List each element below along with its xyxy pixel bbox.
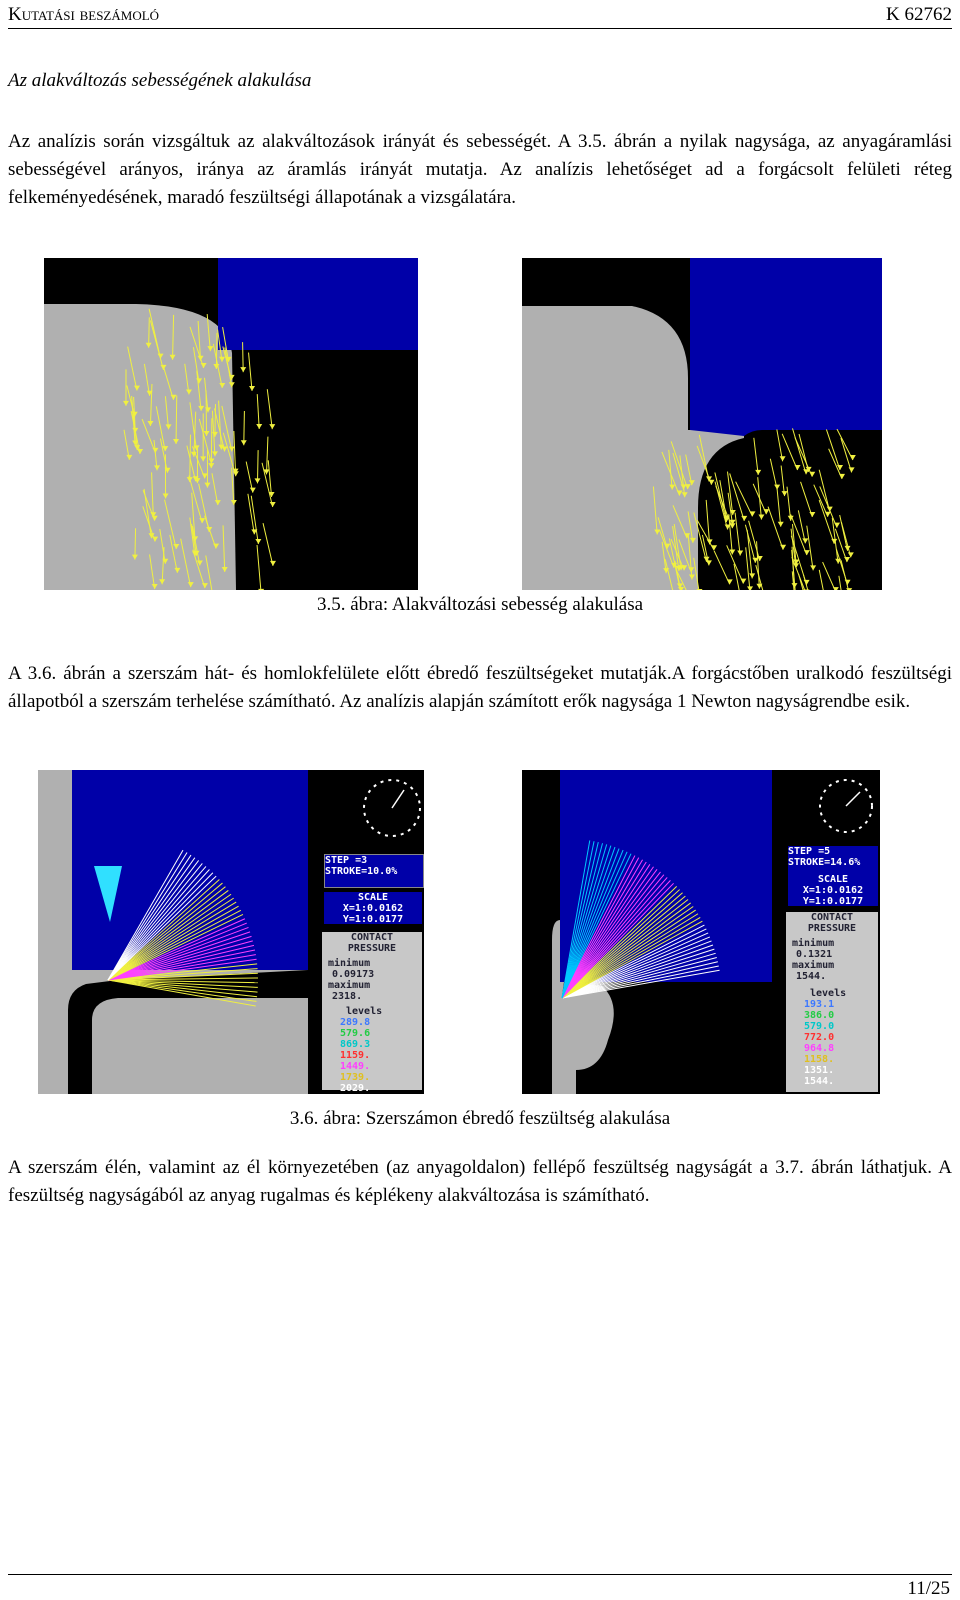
level-value: 2318.: [340, 1094, 371, 1105]
level-value: 193.1: [804, 999, 835, 1010]
level-value: 869.3: [340, 1039, 371, 1050]
contact-title: CONTACT: [350, 932, 394, 943]
level-value: 1739.: [340, 1072, 371, 1083]
levels-label: levels: [346, 1006, 383, 1017]
stroke-label: STROKE=14.6%: [788, 857, 861, 868]
velocity-arrow: [244, 411, 245, 445]
level-value: 579.6: [340, 1028, 371, 1039]
caption-fig-3-5: 3.5. ábra: Alakváltozási sebesség alakulása: [316, 594, 644, 615]
page-number: 11/25: [907, 1578, 950, 1599]
pressure-title: PRESSURE: [347, 943, 397, 954]
scale-y: Y=1:0.0177: [342, 914, 404, 925]
pressure-title: PRESSURE: [807, 923, 857, 934]
level-value: 1159.: [340, 1050, 371, 1061]
step-label: STEP =5: [788, 846, 831, 857]
scale-x: X=1:0.0162: [802, 885, 864, 896]
level-value: 386.0: [804, 1010, 835, 1021]
max-value: 1544.: [796, 971, 827, 982]
header-title: Kutatási beszámoló: [8, 4, 160, 25]
header-project-id: K 62762: [886, 4, 952, 25]
level-value: 2029.: [340, 1083, 371, 1094]
level-value: 1351.: [804, 1065, 835, 1076]
figure-3-5-left: [44, 258, 418, 590]
contact-title: CONTACT: [810, 912, 854, 923]
paragraph-2: A 3.6. ábrán a szerszám hát- és homlokfelülete előtt ébredő feszültségeket mutatják.A forgácstőben uralkodó feszültségi állapotból a szerszám terhelése számítható. Az analízis alapján számított erők nagysága 1 Newton nagyságrendbe esik.: [8, 663, 952, 712]
figure-3-6-left: [38, 770, 424, 1105]
caption-fig-3-6: 3.6. ábra: Szerszámon ébredő feszültség alakulása: [289, 1108, 671, 1129]
scale-title: SCALE: [817, 874, 849, 885]
max-value: 2318.: [332, 991, 363, 1002]
level-value: 1158.: [804, 1054, 835, 1065]
level-value: 1449.: [340, 1061, 371, 1072]
level-value: 1544.: [804, 1076, 835, 1087]
footer-rule: [8, 1574, 952, 1575]
stroke-label: STROKE=10.0%: [325, 866, 398, 877]
velocity-arrowhead: [258, 589, 264, 590]
step-label: STEP =3: [325, 855, 368, 866]
level-value: 964.8: [804, 1043, 835, 1054]
page-header: [8, 4, 952, 29]
min-value: 0.1321: [796, 949, 833, 960]
scale-title: SCALE: [357, 892, 389, 903]
scale-y: Y=1:0.0177: [802, 896, 864, 907]
level-value: 289.8: [340, 1017, 371, 1028]
min-value: 0.09173: [332, 969, 375, 980]
section-title: Az alakváltozás sebességének alakulása: [8, 70, 312, 91]
figure-3-5-right: [522, 258, 882, 590]
min-label: minimum: [328, 958, 371, 969]
paragraph-1: Az analízis során vizsgáltuk az alakváltozások irányát és sebességét. A 3.5. ábrán a nyilak nagysága, az anyagáramlási sebességével arányos, iránya az áramlás irányát mutatja. Az analízis lehetőséget ad a forgácsolt felületi réteg felkeményedésének, maradó feszültségi állapotának a vizsgálatára.: [8, 131, 952, 208]
max-label: maximum: [792, 960, 835, 971]
paragraph-3: A szerszám élén, valamint az él környezetében (az anyagoldalon) fellépő feszültség nagyságát a 3.7. ábrán láthatjuk. A feszültség nagyságából az anyag rugalmas és képlékeny alakváltozása is számítható.: [8, 1157, 952, 1206]
min-label: minimum: [792, 938, 835, 949]
velocity-arrowhead: [696, 589, 702, 590]
max-label: maximum: [328, 980, 371, 991]
figure-3-6-right: [522, 770, 880, 1094]
scale-x: X=1:0.0162: [342, 903, 404, 914]
level-value: 772.0: [804, 1032, 835, 1043]
level-value: 579.0: [804, 1021, 835, 1032]
levels-label: levels: [810, 988, 847, 999]
